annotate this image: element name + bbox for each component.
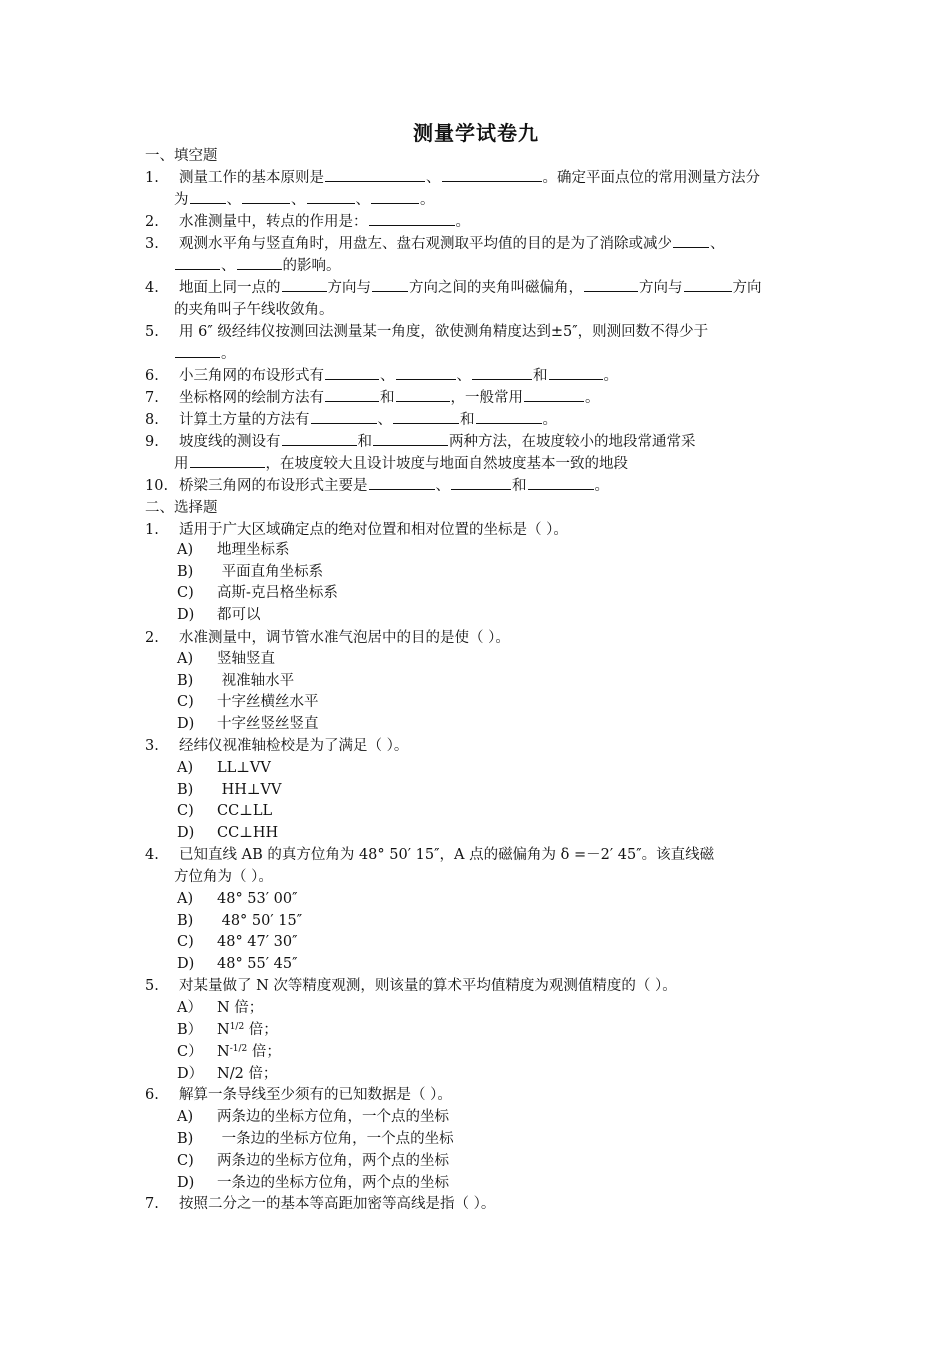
answer-blank[interactable] bbox=[393, 409, 459, 424]
option[interactable]: D) 48° 55′ 45″ bbox=[177, 956, 298, 972]
fill-question-6: 6. 小三角网的布设形式有 、 、 和 。 bbox=[145, 365, 815, 387]
answer-blank[interactable] bbox=[311, 409, 377, 424]
choice-question-4: 4. 已知直线 AB 的真方位角为 48° 50′ 15″，A 点的磁偏角为 δ =－2′ 45″。该直线磁 bbox=[145, 847, 715, 863]
option[interactable]: C) CC⊥LL bbox=[177, 803, 273, 819]
answer-blank[interactable] bbox=[396, 387, 450, 402]
option[interactable]: D) 十字丝竖丝竖直 bbox=[177, 716, 319, 732]
option[interactable]: B) 视准轴水平 bbox=[177, 673, 295, 689]
choice-question-4-cont: 方位角为（ ）。 bbox=[174, 869, 273, 885]
choice-question-5: 5. 对某量做了 N 次等精度观测，则该量的算术平均值精度为观测值精度的（ ）。 bbox=[145, 978, 677, 994]
answer-blank[interactable] bbox=[325, 365, 379, 380]
answer-blank[interactable] bbox=[175, 343, 220, 358]
answer-blank[interactable] bbox=[307, 189, 355, 204]
option[interactable]: A) LL⊥VV bbox=[177, 760, 271, 776]
answer-blank[interactable] bbox=[584, 277, 638, 292]
fill-question-7: 7. 坐标格网的绘制方法有 和 ，一般常用 。 bbox=[145, 387, 815, 409]
answer-blank[interactable] bbox=[472, 365, 532, 380]
section-heading-fill: 一、填空题 bbox=[145, 148, 218, 164]
answer-blank[interactable] bbox=[282, 431, 357, 446]
section-heading-choice: 二、选择题 bbox=[145, 500, 218, 516]
answer-blank[interactable] bbox=[325, 167, 425, 182]
answer-blank[interactable] bbox=[396, 365, 456, 380]
answer-blank[interactable] bbox=[190, 189, 226, 204]
fill-question-4: 4. 地面上同一点的 方向与 方向之间的夹角叫磁偏角， 方向与 方向 bbox=[145, 277, 815, 299]
choice-question-2: 2. 水准测量中，调节管水准气泡居中的目的是使（ ）。 bbox=[145, 630, 510, 646]
option[interactable]: A) 竖轴竖直 bbox=[177, 651, 275, 667]
option[interactable]: D) 一条边的坐标方位角，两个点的坐标 bbox=[177, 1175, 449, 1191]
option[interactable]: D) 都可以 bbox=[177, 607, 261, 623]
answer-blank[interactable] bbox=[190, 453, 265, 468]
option[interactable]: B) HH⊥VV bbox=[177, 782, 282, 798]
answer-blank[interactable] bbox=[242, 189, 290, 204]
page-title: 测量学试卷九 bbox=[413, 121, 539, 145]
option[interactable]: D） N/2 倍； bbox=[177, 1066, 278, 1082]
option[interactable]: A) 两条边的坐标方位角，一个点的坐标 bbox=[177, 1109, 449, 1125]
option[interactable]: B） $N^{1/2}$ 倍； bbox=[177, 1022, 278, 1038]
answer-blank[interactable] bbox=[673, 233, 709, 248]
fill-question-4-cont: 的夹角叫子午线收敛角。 bbox=[174, 302, 334, 318]
option[interactable]: C) 高斯-克吕格坐标系 bbox=[177, 585, 338, 601]
answer-blank[interactable] bbox=[175, 255, 220, 270]
choice-question-7: 7. 按照二分之一的基本等高距加密等高线是指（ ）。 bbox=[145, 1196, 496, 1212]
fill-question-8: 8. 计算土方量的方法有 、 和 。 bbox=[145, 409, 815, 431]
option[interactable]: C） $N^{-1/2}$ 倍； bbox=[177, 1044, 281, 1060]
option[interactable]: A) 地理坐标系 bbox=[177, 542, 290, 558]
fill-question-3: 3. 观测水平角与竖直角时，用盘左、盘右观测取平均值的目的是为了消除或减少 、 bbox=[145, 233, 815, 255]
choice-question-1: 1. 适用于广大区域确定点的绝对位置和相对位置的坐标是（ ）。 bbox=[145, 522, 568, 538]
answer-blank[interactable] bbox=[369, 475, 435, 490]
answer-blank[interactable] bbox=[442, 167, 542, 182]
fill-question-10: 10. 桥梁三角网的布设形式主要是 、 和 。 bbox=[145, 475, 815, 497]
option[interactable]: A) 48° 53′ 00″ bbox=[177, 891, 298, 907]
answer-blank[interactable] bbox=[528, 475, 594, 490]
answer-blank[interactable] bbox=[524, 387, 584, 402]
fill-question-3-cont: 、 的影响。 bbox=[145, 255, 844, 277]
answer-blank[interactable] bbox=[371, 189, 419, 204]
choice-question-3: 3. 经纬仪视准轴检校是为了满足（ ）。 bbox=[145, 738, 409, 754]
option[interactable]: C) 48° 47′ 30″ bbox=[177, 934, 298, 950]
option[interactable]: B) 一条边的坐标方位角，一个点的坐标 bbox=[177, 1131, 454, 1147]
fill-question-5: 5. 用 6″ 级经纬仪按测回法测量某一角度，欲使测角精度达到±5″，则测回数不得少于 bbox=[145, 324, 709, 340]
option[interactable]: D) CC⊥HH bbox=[177, 825, 279, 841]
answer-blank[interactable] bbox=[325, 387, 379, 402]
answer-blank[interactable] bbox=[369, 211, 455, 226]
answer-blank[interactable] bbox=[373, 431, 448, 446]
answer-blank[interactable] bbox=[684, 277, 732, 292]
fill-question-9: 9. 坡度线的测设有 和 两种方法，在坡度较小的地段常通常采 bbox=[145, 431, 815, 453]
answer-blank[interactable] bbox=[282, 277, 327, 292]
option[interactable]: B) 平面直角坐标系 bbox=[177, 564, 324, 580]
fill-question-2: 2. 水准测量中，转点的作用是： 。 bbox=[145, 211, 815, 233]
answer-blank[interactable] bbox=[476, 409, 542, 424]
answer-blank[interactable] bbox=[451, 475, 511, 490]
fill-question-1-cont: 为 、 、 、 。 bbox=[145, 189, 844, 211]
fill-question-5-cont: 。 bbox=[145, 343, 844, 365]
choice-question-6: 6. 解算一条导线至少须有的已知数据是（ ）。 bbox=[145, 1087, 452, 1103]
answer-blank[interactable] bbox=[237, 255, 282, 270]
fill-question-9-cont: 用 ，在坡度较大且设计坡度与地面自然坡度基本一致的地段 bbox=[145, 453, 844, 475]
option[interactable]: C) 十字丝横丝水平 bbox=[177, 694, 319, 710]
answer-blank[interactable] bbox=[549, 365, 603, 380]
option[interactable]: C) 两条边的坐标方位角，两个点的坐标 bbox=[177, 1153, 449, 1169]
answer-blank[interactable] bbox=[372, 277, 408, 292]
fill-question-1: 1. 测量工作的基本原则是 、 。确定平面点位的常用测量方法分 bbox=[145, 167, 815, 189]
option[interactable]: A） N 倍； bbox=[177, 1000, 264, 1016]
option[interactable]: B) 48° 50′ 15″ bbox=[177, 913, 303, 929]
